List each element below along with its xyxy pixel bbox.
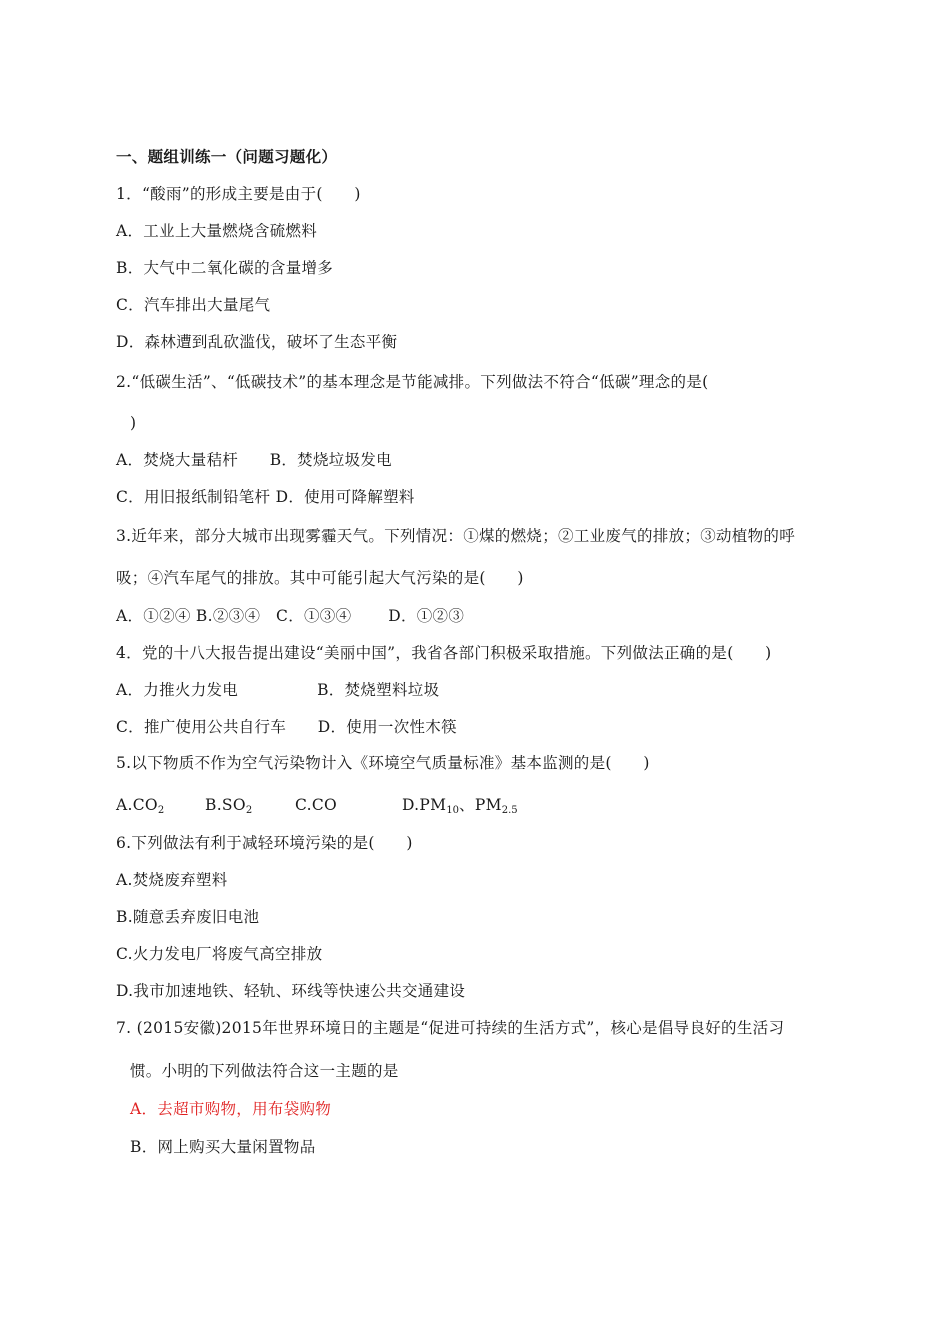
q5-stem: 5.以下物质不作为空气污染物计入《环境空气质量标准》基本监测的是( ) [116,754,650,772]
q1-option-b: B．大气中二氧化碳的含量增多 [116,259,334,277]
q2-stem: 2.“低碳生活”、“低碳技术”的基本理念是节能减排。下列做法不符合“低碳”理念的是( [116,373,709,391]
q6-option-a: A.焚烧废弃塑料 [116,871,228,889]
q1-option-c: C．汽车排出大量尾气 [116,296,271,314]
q4-stem: 4．党的十八大报告提出建设“美丽中国”，我省各部门积极采取措施。下列做法正确的是( ) [116,644,772,662]
q7-stem: 7. (2015安徽)2015年世界环境日的主题是“促进可持续的生活方式”，核心是倡导良好的生活习 [116,1019,785,1037]
q6-option-c: C.火力发电厂将废气高空排放 [116,945,323,963]
q3-stem: 3.近年来，部分大城市出现雾霾天气。下列情况：①煤的燃烧；②工业废气的排放；③动植物的呼 [116,527,795,545]
q6-stem: 6.下列做法有利于减轻环境污染的是( ) [116,834,413,852]
q3-options: A．①②④ B.②③④ C．①③④ D．①②③ [116,607,465,625]
section-title: 一、题组训练一（问题习题化） [116,148,338,166]
q4-options-cd: C．推广使用公共自行车 D．使用一次性木筷 [116,718,457,736]
q1-option-d: D．森林遭到乱砍滥伐，破坏了生态平衡 [116,333,398,351]
q7-option-b: B．网上购买大量闲置物品 [130,1138,316,1156]
q6-option-d: D.我市加速地铁、轻轨、环线等快速公共交通建设 [116,982,466,1000]
q1-option-a: A．工业上大量燃烧含硫燃料 [116,222,318,240]
q1-stem: 1．“酸雨”的形成主要是由于( ) [116,185,361,203]
q5-option-a: $A.CO_2$ [116,796,165,816]
q2-options-cd: C．用旧报纸制铅笔杆 D．使用可降解塑料 [116,488,415,506]
q2-options-ab: A．焚烧大量秸杆 B．焚烧垃圾发电 [116,451,392,469]
q5-option-c: C.CO [295,796,338,814]
q6-option-b: B.随意丢弃废旧电池 [116,908,260,926]
q4-options-ab: A．力推火力发电 B．焚烧塑料垃圾 [116,681,440,699]
q7-stem-cont: 惯。小明的下列做法符合这一主题的是 [130,1062,399,1080]
q5-option-b: $B.SO_2$ [205,796,253,816]
q3-stem-cont: 吸；④汽车尾气的排放。其中可能引起大气污染的是( ) [116,569,524,587]
q2-stem-cont: ) [130,414,137,432]
q7-option-a-answer: A．去超市购物，用布袋购物 [130,1100,332,1118]
q5-option-d: $D.PM_{10}$、$PM_{2.5}$ [402,796,518,816]
